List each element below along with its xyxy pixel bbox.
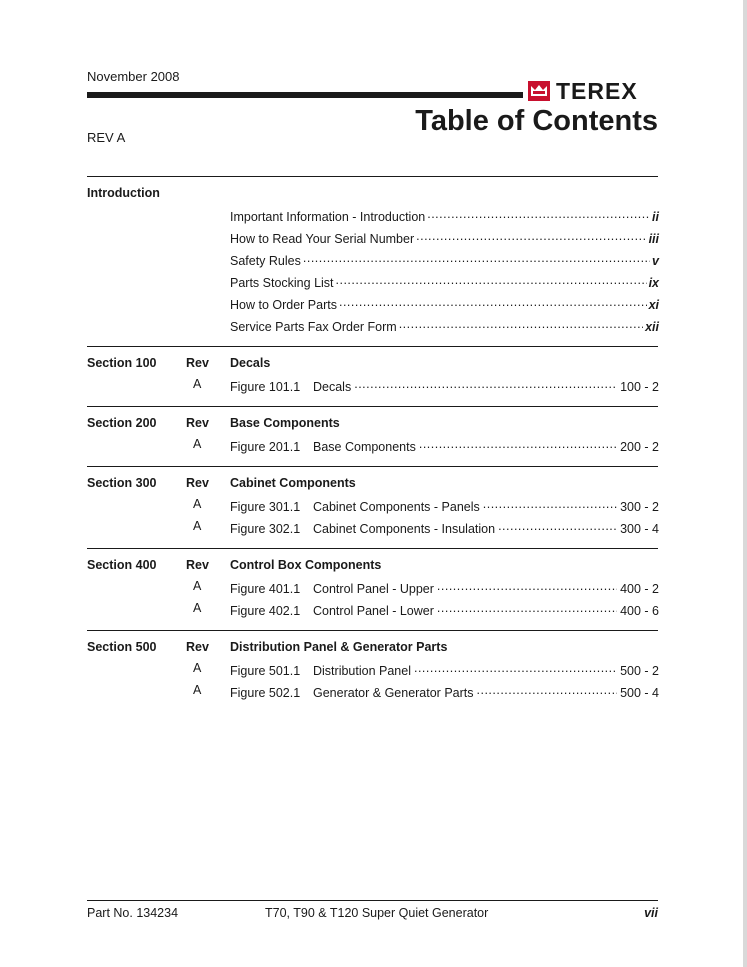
introduction-label: Introduction [87, 186, 160, 200]
dot-leader [427, 207, 650, 221]
toc-entry-label: Safety Rules [230, 254, 301, 268]
figure-number: Figure 502.1 [230, 686, 301, 700]
dot-leader [477, 683, 618, 697]
rev-heading: Rev [186, 640, 209, 654]
toc-entry[interactable] [230, 251, 659, 268]
figure-rev: A [193, 683, 202, 697]
revision-label: REV A [87, 130, 126, 145]
dot-leader [437, 579, 617, 593]
section-label: Section 500 [87, 640, 157, 654]
header-bar [87, 92, 523, 98]
toc-entry-label: Parts Stocking List [230, 276, 334, 290]
figure-label: Cabinet Components - Insulation [313, 522, 496, 536]
toc-entry-page: xii [645, 320, 659, 334]
figure-rev: A [193, 661, 202, 675]
figure-label: Control Panel - Lower [313, 604, 434, 618]
figure-entry[interactable] [230, 519, 659, 536]
toc-entry-label: Important Information - Introduction [230, 210, 426, 224]
rev-heading: Rev [186, 476, 209, 490]
section-divider [87, 630, 658, 631]
dot-leader [303, 251, 650, 265]
figure-entry[interactable] [230, 683, 659, 700]
figure-rev: A [193, 497, 202, 511]
toc-entry[interactable] [230, 229, 659, 246]
rev-heading: Rev [186, 416, 209, 430]
terex-logo [528, 79, 638, 103]
toc-entry-label: How to Read Your Serial Number [230, 232, 415, 246]
rev-heading: Rev [186, 356, 209, 370]
dot-leader [498, 519, 617, 533]
figure-page: 300 - 2 [620, 500, 659, 514]
figure-page: 400 - 6 [620, 604, 659, 618]
figure-number: Figure 301.1 [230, 500, 301, 514]
figure-label: Decals [313, 380, 352, 394]
page-edge [743, 0, 747, 967]
dot-leader [339, 295, 647, 309]
figure-rev: A [193, 579, 202, 593]
figure-label: Distribution Panel [313, 664, 411, 678]
figure-rev: A [193, 377, 202, 391]
footer-product-name: T70, T90 & T120 Super Quiet Generator [265, 906, 489, 920]
footer-rule [87, 900, 658, 901]
section-divider [87, 466, 658, 467]
section-label: Section 300 [87, 476, 157, 490]
dot-leader [336, 273, 647, 287]
footer-part-number: Part No. 134234 [87, 906, 179, 920]
toc-entry[interactable] [230, 295, 659, 312]
section-divider [87, 176, 658, 177]
figure-number: Figure 401.1 [230, 582, 301, 596]
figure-label: Base Components [313, 440, 416, 454]
dot-leader [399, 317, 643, 331]
figure-page: 100 - 2 [620, 380, 659, 394]
dot-leader [483, 497, 617, 511]
figure-entry[interactable] [230, 377, 659, 394]
figure-number: Figure 101.1 [230, 380, 301, 394]
figure-page: 500 - 2 [620, 664, 659, 678]
toc-entry[interactable] [230, 207, 659, 224]
toc-entry-page: ii [652, 210, 659, 224]
figure-entry[interactable] [230, 579, 659, 596]
section-divider [87, 548, 658, 549]
terex-emblem-icon [528, 81, 550, 101]
dot-leader [437, 601, 617, 615]
section-title: Control Box Components [230, 558, 382, 572]
figure-entry[interactable] [230, 437, 659, 454]
figure-page: 300 - 4 [620, 522, 659, 536]
figure-rev: A [193, 437, 202, 451]
figure-number: Figure 201.1 [230, 440, 301, 454]
toc-entry-label: How to Order Parts [230, 298, 337, 312]
dot-leader [414, 661, 617, 675]
page-title: Table of Contents [415, 105, 658, 137]
toc-entry-page: iii [648, 232, 659, 246]
figure-rev: A [193, 601, 202, 615]
figure-page: 400 - 2 [620, 582, 659, 596]
toc-entry-page: v [652, 254, 659, 268]
figure-rev: A [193, 519, 202, 533]
figure-number: Figure 302.1 [230, 522, 301, 536]
figure-page: 500 - 4 [620, 686, 659, 700]
toc-entry-page: ix [648, 276, 659, 290]
toc-entry-page: xi [648, 298, 659, 312]
brand-name: TEREX [556, 78, 638, 104]
section-label: Section 400 [87, 558, 157, 572]
section-label: Section 200 [87, 416, 157, 430]
figure-entry[interactable] [230, 497, 659, 514]
figure-page: 200 - 2 [620, 440, 659, 454]
footer-page-number: vii [644, 906, 658, 920]
section-title: Distribution Panel & Generator Parts [230, 640, 448, 654]
section-title: Cabinet Components [230, 476, 356, 490]
dot-leader [354, 377, 617, 391]
figure-label: Cabinet Components - Panels [313, 500, 480, 514]
dot-leader [419, 437, 617, 451]
figure-label: Control Panel - Upper [313, 582, 434, 596]
rev-heading: Rev [186, 558, 209, 572]
figure-number: Figure 501.1 [230, 664, 301, 678]
dot-leader [416, 229, 646, 243]
section-title: Decals [230, 356, 271, 370]
figure-number: Figure 402.1 [230, 604, 301, 618]
figure-label: Generator & Generator Parts [313, 686, 474, 700]
section-title: Base Components [230, 416, 340, 430]
toc-entry[interactable] [230, 273, 659, 290]
document-date: November 2008 [87, 69, 180, 84]
figure-entry[interactable] [230, 661, 659, 678]
toc-entry-label: Service Parts Fax Order Form [230, 320, 397, 334]
figure-entry[interactable] [230, 601, 659, 618]
section-label: Section 100 [87, 356, 157, 370]
section-divider [87, 406, 658, 407]
section-divider [87, 346, 658, 347]
toc-entry[interactable] [230, 317, 659, 334]
